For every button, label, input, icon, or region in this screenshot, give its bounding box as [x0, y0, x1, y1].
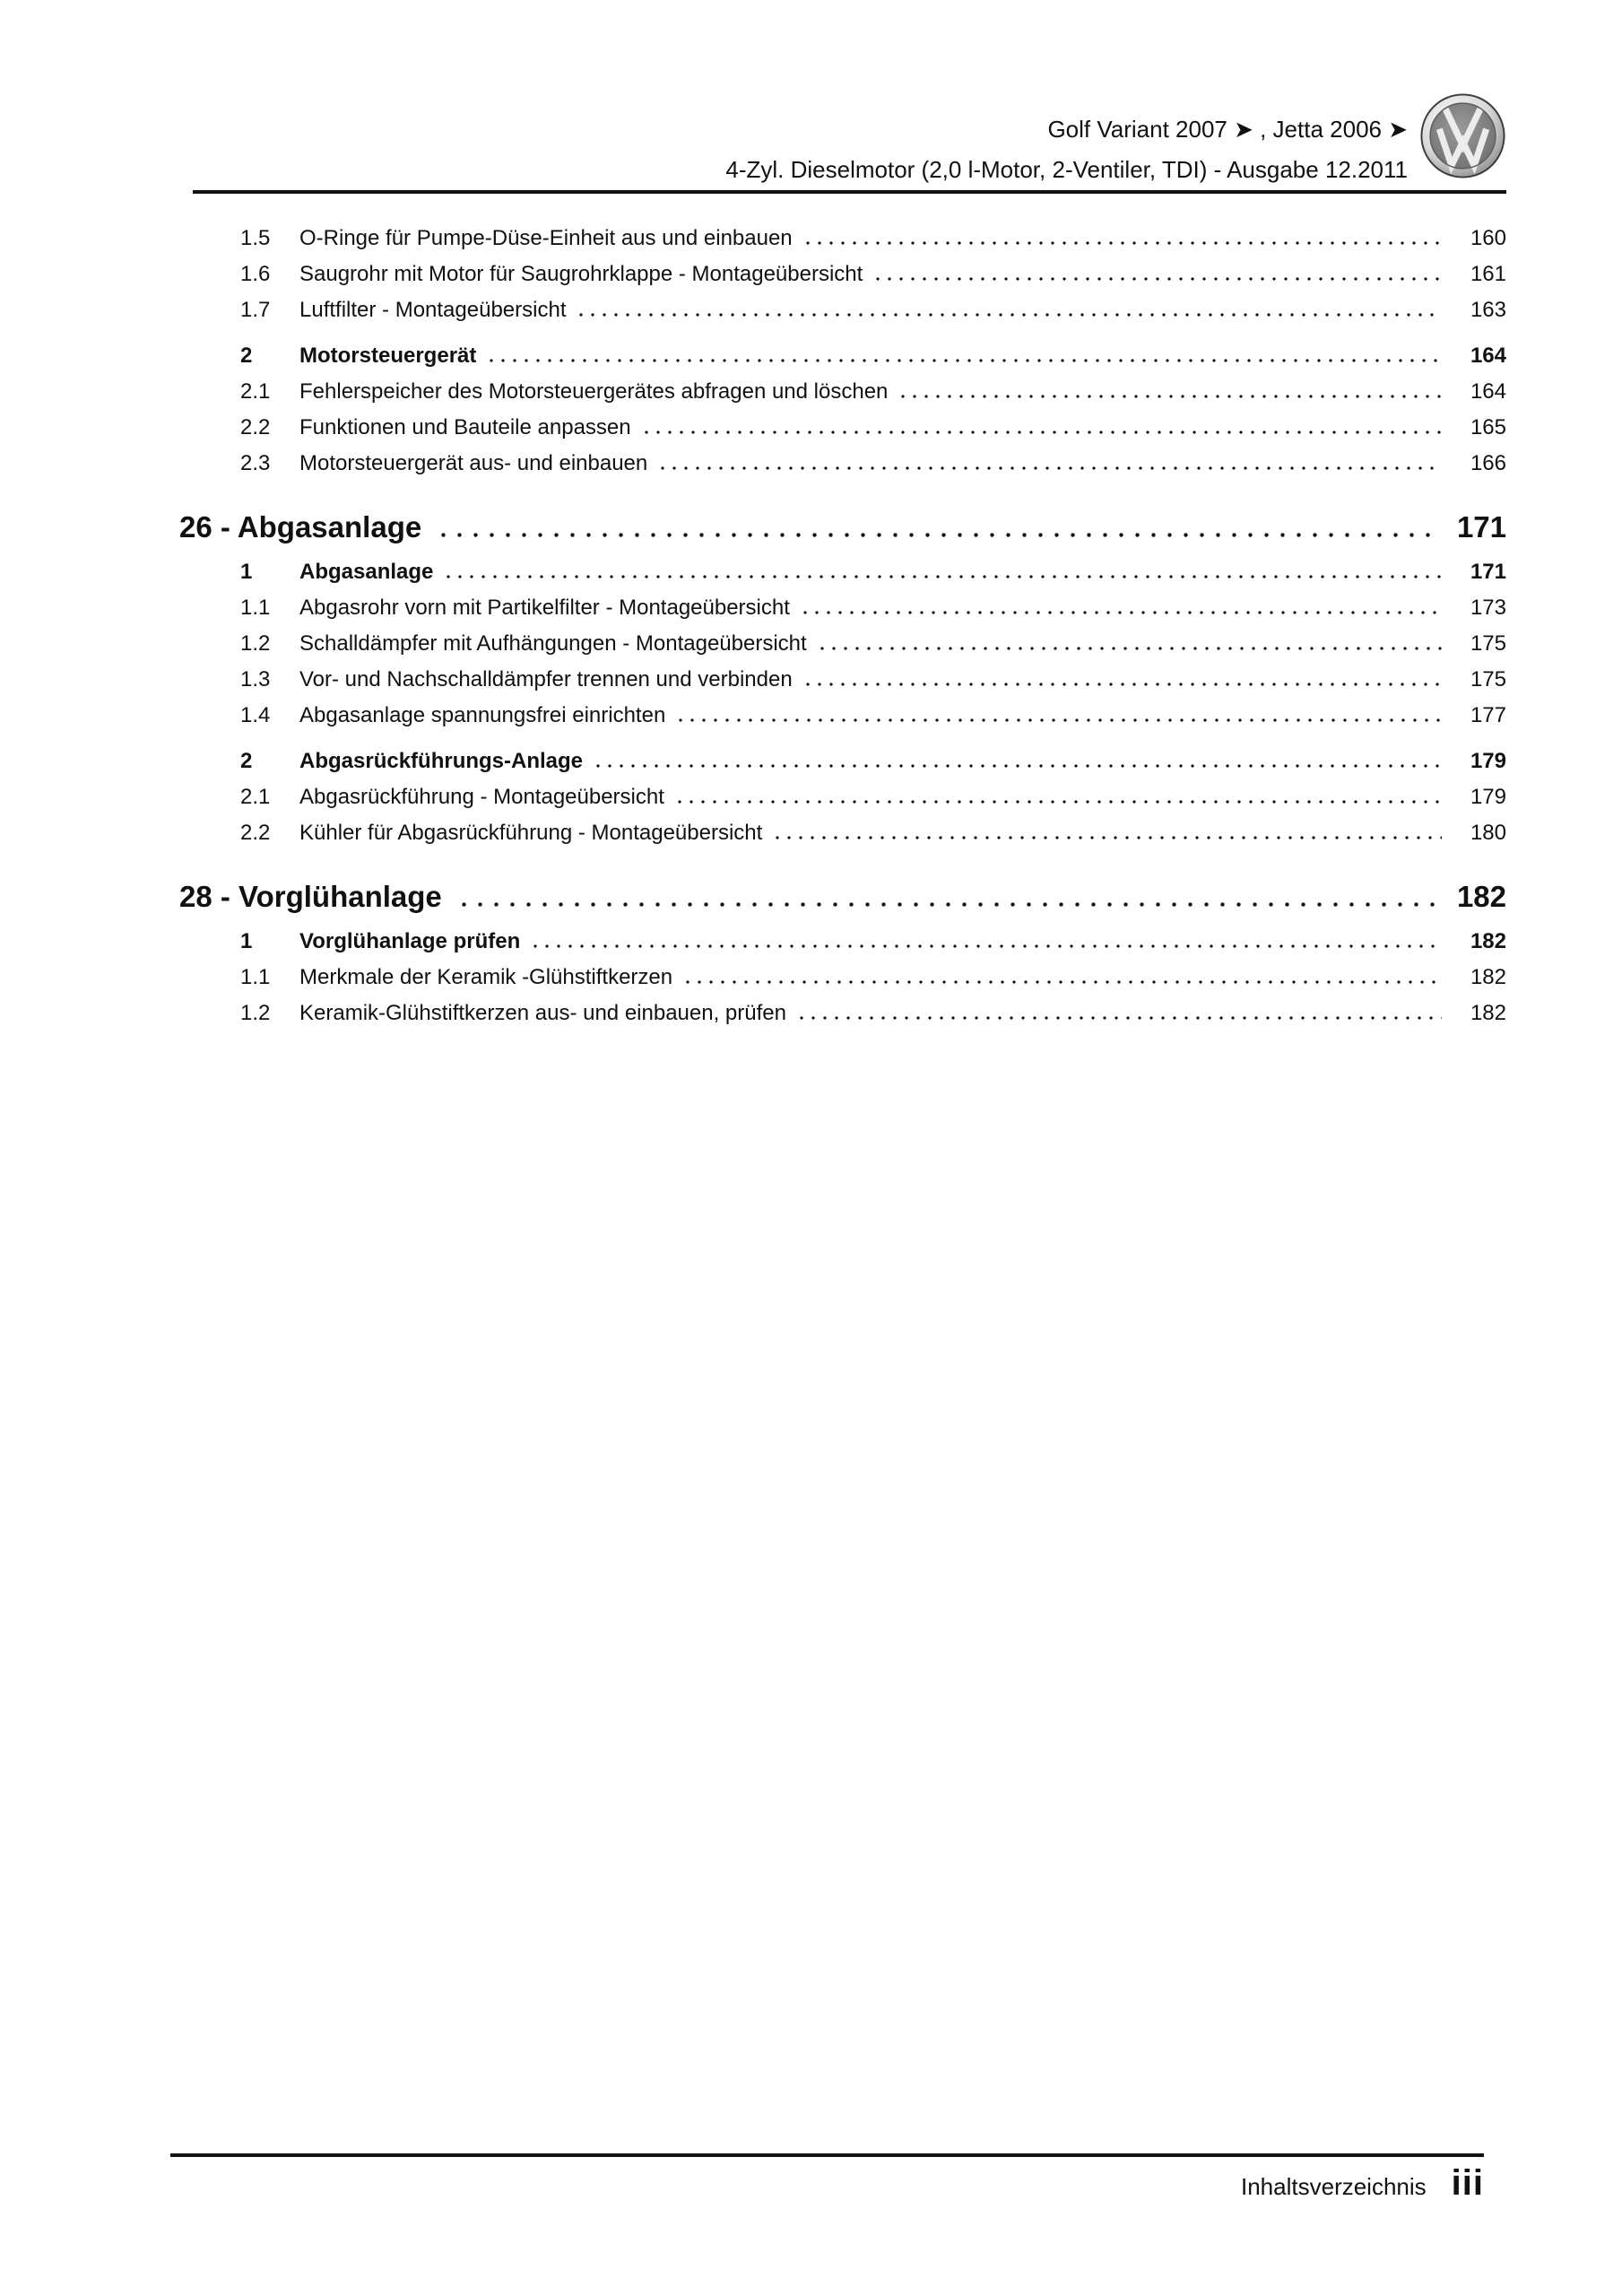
toc-section-page: 171: [1456, 510, 1506, 544]
toc-entry-title: Abgasrohr vorn mit Partikelfilter - Montageübersicht: [299, 596, 790, 620]
header-subtitle-line: 4-Zyl. Dieselmotor (2,0 l-Motor, 2-Ventiler, TDI) - Ausgabe 12.2011: [725, 156, 1408, 183]
toc-entry: [179, 785, 1506, 821]
footer-rule: [170, 2153, 1484, 2157]
toc-entry: [179, 667, 1506, 703]
dot-leader: [490, 359, 1442, 362]
page-footer: [170, 2163, 1484, 2204]
toc-entry-page: 175: [1470, 631, 1506, 656]
toc-entry: [179, 298, 1506, 334]
toc-entry-title: Fehlerspeicher des Motorsteuergerätes abfragen und löschen: [299, 379, 889, 404]
dot-leader: [679, 718, 1442, 722]
toc-entry-page: 160: [1470, 226, 1506, 250]
toc-entry-number: 2: [240, 749, 253, 773]
toc-entry-number: 2.2: [240, 821, 271, 845]
dot-leader: [661, 466, 1442, 470]
toc-entry-number: 1.5: [240, 226, 271, 250]
document-header: [193, 109, 1408, 190]
toc-entry-number: 1.6: [240, 262, 271, 286]
toc-entry-page: 182: [1470, 965, 1506, 989]
toc-entry-title: Abgasrückführungs-Anlage: [299, 749, 584, 773]
dot-leader: [686, 980, 1442, 984]
toc-entry-page: 173: [1470, 596, 1506, 620]
vw-logo-icon: [1419, 92, 1506, 179]
toc-entry: [179, 1001, 1506, 1037]
toc-entry: [179, 415, 1506, 451]
dot-leader: [876, 277, 1442, 281]
header-rule: [193, 190, 1506, 194]
toc-entry-number: 2.1: [240, 379, 271, 404]
toc-entry: [179, 379, 1506, 415]
dot-leader: [596, 764, 1442, 768]
toc-entry-page: 180: [1470, 821, 1506, 845]
toc-entry-number: 2.3: [240, 451, 271, 475]
dot-leader: [645, 430, 1442, 434]
toc-entry-title: Vor- und Nachschalldämpfer trennen und verbinden: [299, 667, 793, 691]
dot-leader: [441, 533, 1436, 537]
toc-entry-title: Abgasanlage: [299, 560, 434, 584]
toc-entry-title: Keramik-Glühstiftkerzen aus- und einbauen, prüfen: [299, 1001, 786, 1025]
toc-entry-page: 165: [1470, 415, 1506, 439]
toc-entry-number: 2.2: [240, 415, 271, 439]
dot-leader: [447, 575, 1442, 578]
toc-entry: [179, 344, 1506, 379]
toc-entry-number: 1.1: [240, 965, 271, 989]
toc-section-title: 26 - Abgasanlage: [179, 510, 422, 544]
toc-entry: [179, 631, 1506, 667]
toc-entry-title: O-Ringe für Pumpe-Düse-Einheit aus und einbauen: [299, 226, 793, 250]
toc-entry-number: 1.4: [240, 703, 271, 727]
toc-entry-page: 164: [1470, 379, 1506, 404]
toc-entry: [179, 262, 1506, 298]
toc-entry-number: 1.3: [240, 667, 271, 691]
toc-section-heading: [179, 880, 1506, 919]
toc-entry-number: 1: [240, 929, 253, 953]
dot-leader: [579, 313, 1442, 317]
toc-entry-page: 179: [1470, 749, 1506, 773]
toc-entry: [179, 560, 1506, 596]
dot-leader: [800, 1016, 1442, 1020]
toc-entry-page: 163: [1470, 298, 1506, 322]
toc-entry-page: 164: [1470, 344, 1506, 368]
dot-leader: [803, 611, 1442, 614]
toc-entry: [179, 749, 1506, 785]
toc-entry-title: Abgasanlage spannungsfrei einrichten: [299, 703, 666, 727]
toc-entry-title: Merkmale der Keramik -Glühstiftkerzen: [299, 965, 673, 989]
toc-entry-title: Luftfilter - Montageübersicht: [299, 298, 567, 322]
dot-leader: [776, 836, 1442, 839]
dot-leader: [806, 683, 1442, 686]
toc-entry-page: 175: [1470, 667, 1506, 691]
toc-entry-page: 182: [1470, 929, 1506, 953]
toc-section-title: 28 - Vorglühanlage: [179, 880, 442, 913]
toc-entry-title: Abgasrückführung - Montageübersicht: [299, 785, 664, 809]
dot-leader: [901, 395, 1442, 398]
toc-entry-number: 2: [240, 344, 253, 368]
toc-entry-title: Saugrohr mit Motor für Saugrohrklappe - Montageübersicht: [299, 262, 863, 286]
toc-entry-page: 179: [1470, 785, 1506, 809]
toc-entry: [179, 821, 1506, 857]
toc-entry-number: 1.2: [240, 1001, 271, 1025]
toc-section-page: 182: [1456, 880, 1506, 913]
toc-entry-number: 1.2: [240, 631, 271, 656]
toc-entry-number: 1.7: [240, 298, 271, 322]
toc-entry: [179, 226, 1506, 262]
toc-entry-title: Motorsteuergerät aus- und einbauen: [299, 451, 648, 475]
toc-entry: [179, 929, 1506, 965]
toc-entry-title: Schalldämpfer mit Aufhängungen - Montageübersicht: [299, 631, 807, 656]
toc-entry-title: Vorglühanlage prüfen: [299, 929, 521, 953]
toc-entry-page: 166: [1470, 451, 1506, 475]
toc-entry-number: 2.1: [240, 785, 271, 809]
toc-entry-title: Motorsteuergerät: [299, 344, 477, 368]
toc-entry: [179, 596, 1506, 631]
dot-leader: [820, 647, 1442, 650]
footer-page-number: iii: [1451, 2163, 1484, 2203]
dot-leader: [678, 800, 1442, 804]
table-of-contents: [179, 226, 1506, 1037]
dot-leader: [462, 902, 1436, 907]
toc-entry: [179, 965, 1506, 1001]
toc-section-heading: [179, 510, 1506, 550]
dot-leader: [533, 944, 1442, 948]
toc-entry: [179, 451, 1506, 487]
toc-entry-number: 1: [240, 560, 253, 584]
toc-entry-page: 182: [1470, 1001, 1506, 1025]
toc-entry-title: Kühler für Abgasrückführung - Montageübersicht: [299, 821, 763, 845]
header-model-line: Golf Variant 2007 ➤ , Jetta 2006 ➤: [1047, 116, 1408, 143]
toc-entry-number: 1.1: [240, 596, 271, 620]
toc-entry-page: 161: [1470, 262, 1506, 286]
toc-entry: [179, 703, 1506, 739]
toc-entry-page: 177: [1470, 703, 1506, 727]
dot-leader: [806, 241, 1442, 245]
toc-entry-title: Funktionen und Bauteile anpassen: [299, 415, 631, 439]
footer-section-label: Inhaltsverzeichnis: [1241, 2173, 1427, 2200]
toc-entry-page: 171: [1470, 560, 1506, 584]
